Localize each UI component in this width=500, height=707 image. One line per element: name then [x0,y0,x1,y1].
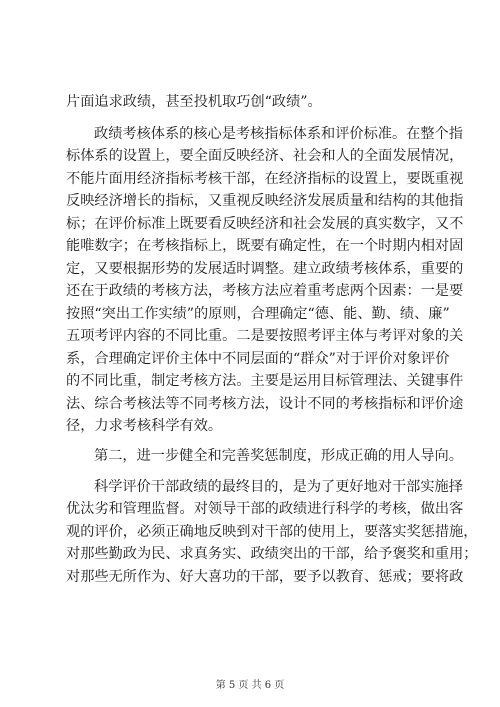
text-line: 还在于政绩的考核方法，考核方法应着重考虑两个因素：一是要 [66,283,464,299]
text-line: 反映经济增长的指标，又重视反映经济发展质量和结构的其他指 [66,193,464,209]
text-line: 系，合理确定评价主体中不同层面的“群众”对于评价对象评价 [66,351,450,367]
paragraph-first-line: 政绩考核体系的核心是考核指标体系和评价标准。在整个指 [94,126,463,142]
text-line: 的不同比重，制定考核方法。主要是运用目标管理法、关键事件 [66,373,464,389]
text-line: 法、综合考核法等不同考核方法，设计不同的考核指标和评价途 [66,396,464,412]
text-line: 片面追求政绩，甚至投机取巧创“政绩”。 [66,94,322,110]
text-line: 标体系的设置上，要全面反映经济、社会和人的全面发展情况， [66,148,464,164]
text-line: 径，力求考核科学有效。 [66,418,223,434]
text-line: 定，又要根据形势的发展适时调整。建立政绩考核体系，重要的 [66,261,464,277]
page-footer: 第 5 页 共 6 页 [215,680,285,691]
text-line: 按照“突出工作实绩”的原则，合理确定“德、能、勤、绩、廉” [66,306,450,322]
text-line: 五项考评内容的不同比重。二是要按照考评主体与考评对象的关 [66,328,464,344]
text-line: 对那些无所作为、好大喜功的干部，要予以教育、惩戒；要将政 [66,569,464,585]
text-line: 优汰劣和管理监督。对领导干部的政绩进行科学的考核，做出客 [66,501,464,517]
paragraph-first-line: 科学评价干部政绩的最终目的，是为了更好地对干部实施择 [94,479,463,495]
text-line: 不能片面用经济指标考核干部，在经济指标的设置上，要既重视 [66,171,464,187]
text-line: 对那些勤政为民、求真务实、政绩突出的干部，给予褒奖和重用； [66,546,478,562]
text-line: 能唯数字；在考核指标上，既要有确定性，在一个时期内相对固 [66,238,464,254]
section-heading: 第二，进一步健全和完善奖惩制度，形成正确的用人导向。 [94,448,463,464]
text-line: 观的评价，必须正确地反映到对干部的使用上，要落实奖惩措施， [66,524,478,540]
text-line: 标；在评价标准上既要看反映经济和社会发展的真实数字，又不 [66,216,464,232]
